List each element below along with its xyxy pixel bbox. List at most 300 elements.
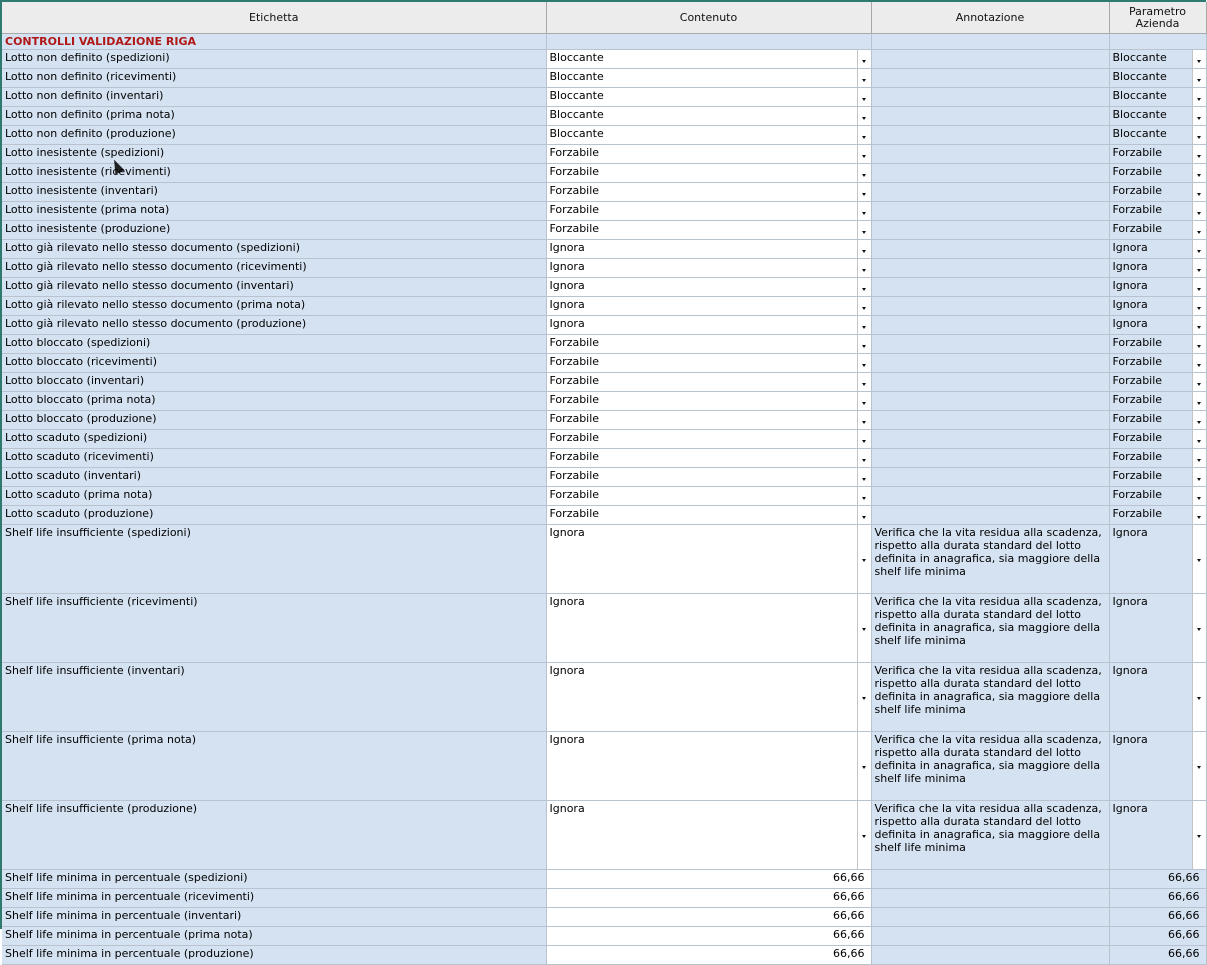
dropdown-arrow-icon[interactable]: [857, 50, 871, 68]
content-select[interactable]: [546, 468, 871, 487]
row-label: Lotto già rilevato nello stesso documento (prima nota): [2, 297, 546, 316]
company-param-select[interactable]: [1109, 506, 1206, 525]
dropdown-arrow-icon[interactable]: [1192, 801, 1206, 869]
content-value: Ignora: [549, 526, 585, 539]
company-param-select[interactable]: [1109, 202, 1206, 221]
row-label: Lotto inesistente (produzione): [2, 221, 546, 240]
section-title-cell: [2, 34, 546, 50]
company-param-select[interactable]: [1109, 525, 1206, 594]
content-value: 66,66: [833, 928, 865, 941]
company-param-value: Bloccante: [1112, 70, 1167, 83]
content-value: Ignora: [549, 279, 585, 292]
company-param-select[interactable]: [1109, 449, 1206, 468]
dropdown-arrow-icon[interactable]: [1192, 732, 1206, 800]
content-value: 66,66: [833, 947, 865, 960]
table-row[interactable]: [2, 145, 1206, 164]
table-row[interactable]: [2, 392, 1206, 411]
content-number-field[interactable]: [546, 946, 871, 965]
row-label: Lotto inesistente (spedizioni): [2, 145, 546, 164]
row-annotation: [871, 430, 1109, 449]
table-row[interactable]: [2, 594, 1206, 663]
content-value: Ignora: [549, 595, 585, 608]
dropdown-arrow-icon[interactable]: [1192, 430, 1206, 448]
company-param-select[interactable]: [1109, 594, 1206, 663]
row-label: Lotto inesistente (prima nota): [2, 202, 546, 221]
dropdown-arrow-icon[interactable]: [857, 164, 871, 182]
row-annotation: Verifica che la vita residua alla scadenza, rispetto alla durata standard del lotto definita in anagrafica, sia maggiore della shelf life minima: [871, 594, 1109, 663]
content-select[interactable]: [546, 487, 871, 506]
row-label: Lotto non definito (produzione): [2, 126, 546, 145]
company-param-select[interactable]: [1109, 278, 1206, 297]
row-annotation: [871, 908, 1109, 927]
content-value: Ignora: [549, 317, 585, 330]
company-param-select[interactable]: [1109, 354, 1206, 373]
row-label: Lotto già rilevato nello stesso documento (inventari): [2, 278, 546, 297]
content-number-field[interactable]: [546, 889, 871, 908]
table-row[interactable]: [2, 487, 1206, 506]
dropdown-arrow-icon[interactable]: [857, 240, 871, 258]
row-label: Lotto bloccato (prima nota): [2, 392, 546, 411]
table-row[interactable]: [2, 297, 1206, 316]
dropdown-arrow-icon[interactable]: [1192, 594, 1206, 662]
company-param-select[interactable]: [1109, 316, 1206, 335]
dropdown-arrow-icon[interactable]: [857, 126, 871, 144]
company-param-value: Forzabile: [1112, 431, 1163, 444]
section-row: [2, 34, 1206, 50]
table-row[interactable]: [2, 870, 1206, 889]
content-select[interactable]: [546, 373, 871, 392]
company-param-select[interactable]: [1109, 240, 1206, 259]
row-annotation: [871, 449, 1109, 468]
company-param-value: Forzabile: [1112, 165, 1163, 178]
company-param-select[interactable]: [1109, 88, 1206, 107]
dropdown-arrow-icon[interactable]: [857, 183, 871, 201]
content-value: Ignora: [549, 802, 585, 815]
company-param-select[interactable]: [1109, 259, 1206, 278]
company-param-select[interactable]: [1109, 50, 1206, 69]
dropdown-arrow-icon[interactable]: [1192, 335, 1206, 353]
row-annotation: [871, 468, 1109, 487]
dropdown-arrow-icon[interactable]: [1192, 449, 1206, 467]
header-etichetta[interactable]: Etichetta: [2, 2, 546, 34]
row-annotation: Verifica che la vita residua alla scadenza, rispetto alla durata standard del lotto definita in anagrafica, sia maggiore della shelf life minima: [871, 525, 1109, 594]
dropdown-arrow-icon[interactable]: [857, 88, 871, 106]
company-param-value: Ignora: [1112, 664, 1148, 677]
table-row[interactable]: [2, 354, 1206, 373]
content-value: Bloccante: [549, 127, 604, 140]
content-value: Ignora: [549, 298, 585, 311]
content-select[interactable]: [546, 50, 871, 69]
row-label: Lotto scaduto (spedizioni): [2, 430, 546, 449]
table-row[interactable]: [2, 278, 1206, 297]
dropdown-arrow-icon[interactable]: [1192, 373, 1206, 391]
company-param-value: 66,66: [1168, 871, 1200, 884]
content-select[interactable]: [546, 354, 871, 373]
content-select[interactable]: [546, 594, 871, 663]
dropdown-arrow-icon[interactable]: [1192, 506, 1206, 524]
content-value: 66,66: [833, 890, 865, 903]
section-title: CONTROLLI VALIDAZIONE RIGA: [5, 35, 196, 48]
company-param-number: [1109, 927, 1206, 946]
table-row[interactable]: [2, 259, 1206, 278]
dropdown-arrow-icon[interactable]: [857, 594, 871, 662]
content-value: Forzabile: [549, 222, 600, 235]
company-param-select[interactable]: [1109, 221, 1206, 240]
dropdown-arrow-icon[interactable]: [857, 392, 871, 410]
company-param-number: [1109, 946, 1206, 965]
dropdown-arrow-icon[interactable]: [1192, 487, 1206, 505]
dropdown-arrow-icon[interactable]: [857, 107, 871, 125]
company-param-value: Bloccante: [1112, 127, 1167, 140]
content-select[interactable]: [546, 259, 871, 278]
row-label: Lotto già rilevato nello stesso documento (ricevimenti): [2, 259, 546, 278]
dropdown-arrow-icon[interactable]: [857, 801, 871, 869]
content-select[interactable]: [546, 126, 871, 145]
dropdown-arrow-icon[interactable]: [1192, 202, 1206, 220]
section-blank-cell: [871, 34, 1109, 50]
header-contenuto[interactable]: Contenuto: [546, 2, 871, 34]
content-select[interactable]: [546, 335, 871, 354]
dropdown-arrow-icon[interactable]: [1192, 107, 1206, 125]
dropdown-arrow-icon[interactable]: [857, 221, 871, 239]
row-annotation: [871, 50, 1109, 69]
table-row[interactable]: [2, 240, 1206, 259]
dropdown-arrow-icon[interactable]: [1192, 221, 1206, 239]
row-label: Shelf life insufficiente (spedizioni): [2, 525, 546, 594]
company-param-value: Ignora: [1112, 298, 1148, 311]
company-param-select[interactable]: [1109, 663, 1206, 732]
dropdown-arrow-icon[interactable]: [1192, 183, 1206, 201]
row-label: Lotto scaduto (produzione): [2, 506, 546, 525]
table-row[interactable]: [2, 50, 1206, 69]
company-param-number: [1109, 870, 1206, 889]
row-label: Shelf life insufficiente (ricevimenti): [2, 594, 546, 663]
dropdown-arrow-icon[interactable]: [857, 430, 871, 448]
row-label: Shelf life minima in percentuale (prima nota): [2, 927, 546, 946]
content-select[interactable]: [546, 663, 871, 732]
company-param-select[interactable]: [1109, 373, 1206, 392]
company-param-value: Forzabile: [1112, 336, 1163, 349]
dropdown-arrow-icon[interactable]: [857, 468, 871, 486]
content-value: Bloccante: [549, 108, 604, 121]
content-number-field[interactable]: [546, 927, 871, 946]
dropdown-arrow-icon[interactable]: [857, 411, 871, 429]
table-row[interactable]: [2, 221, 1206, 240]
company-param-value: Ignora: [1112, 526, 1148, 539]
dropdown-arrow-icon[interactable]: [857, 316, 871, 334]
row-annotation: [871, 316, 1109, 335]
dropdown-arrow-icon[interactable]: [857, 297, 871, 315]
content-value: Ignora: [549, 733, 585, 746]
content-select[interactable]: [546, 430, 871, 449]
company-param-value: Forzabile: [1112, 469, 1163, 482]
table-row[interactable]: [2, 335, 1206, 354]
table-row[interactable]: [2, 506, 1206, 525]
content-value: Forzabile: [549, 412, 600, 425]
content-select[interactable]: [546, 240, 871, 259]
row-annotation: [871, 392, 1109, 411]
content-value: Forzabile: [549, 355, 600, 368]
content-select[interactable]: [546, 69, 871, 88]
content-value: Bloccante: [549, 89, 604, 102]
company-param-value: Forzabile: [1112, 222, 1163, 235]
company-param-select[interactable]: [1109, 297, 1206, 316]
content-value: Forzabile: [549, 203, 600, 216]
dropdown-arrow-icon[interactable]: [1192, 88, 1206, 106]
row-annotation: [871, 88, 1109, 107]
row-annotation: [871, 145, 1109, 164]
row-label: Lotto bloccato (ricevimenti): [2, 354, 546, 373]
section-blank-cell: [1109, 34, 1206, 50]
row-label: Lotto non definito (ricevimenti): [2, 69, 546, 88]
dropdown-arrow-icon[interactable]: [1192, 316, 1206, 334]
row-label: Lotto scaduto (ricevimenti): [2, 449, 546, 468]
company-param-select[interactable]: [1109, 487, 1206, 506]
company-param-number: [1109, 889, 1206, 908]
row-annotation: [871, 870, 1109, 889]
company-param-value: Ignora: [1112, 317, 1148, 330]
company-param-select[interactable]: [1109, 107, 1206, 126]
company-param-select[interactable]: [1109, 145, 1206, 164]
content-value: 66,66: [833, 909, 865, 922]
company-param-value: Ignora: [1112, 279, 1148, 292]
row-annotation: [871, 183, 1109, 202]
row-annotation: [871, 164, 1109, 183]
content-value: 66,66: [833, 871, 865, 884]
table-row[interactable]: [2, 107, 1206, 126]
row-annotation: [871, 69, 1109, 88]
company-param-select[interactable]: [1109, 164, 1206, 183]
content-select[interactable]: [546, 411, 871, 430]
content-number-field[interactable]: [546, 908, 871, 927]
row-label: Shelf life insufficiente (prima nota): [2, 732, 546, 801]
dropdown-arrow-icon[interactable]: [857, 506, 871, 524]
table-row[interactable]: [2, 88, 1206, 107]
company-param-select[interactable]: [1109, 732, 1206, 801]
row-annotation: [871, 240, 1109, 259]
row-label: Lotto inesistente (ricevimenti): [2, 164, 546, 183]
table-row[interactable]: [2, 373, 1206, 392]
content-select[interactable]: [546, 164, 871, 183]
content-select[interactable]: [546, 316, 871, 335]
table-row[interactable]: [2, 69, 1206, 88]
dropdown-arrow-icon[interactable]: [1192, 278, 1206, 296]
company-param-number: [1109, 908, 1206, 927]
row-label: Lotto già rilevato nello stesso documento (spedizioni): [2, 240, 546, 259]
content-select[interactable]: [546, 278, 871, 297]
table-row[interactable]: [2, 889, 1206, 908]
content-value: Bloccante: [549, 51, 604, 64]
table-row[interactable]: [2, 411, 1206, 430]
company-param-value: 66,66: [1168, 909, 1200, 922]
dropdown-arrow-icon[interactable]: [1192, 145, 1206, 163]
row-label: Lotto non definito (prima nota): [2, 107, 546, 126]
company-param-value: Ignora: [1112, 595, 1148, 608]
content-value: Forzabile: [549, 336, 600, 349]
content-select[interactable]: [546, 506, 871, 525]
table-row[interactable]: [2, 525, 1206, 594]
dropdown-arrow-icon[interactable]: [857, 732, 871, 800]
row-annotation: [871, 335, 1109, 354]
content-select[interactable]: [546, 107, 871, 126]
dropdown-arrow-icon[interactable]: [857, 335, 871, 353]
row-label: Shelf life minima in percentuale (ricevimenti): [2, 889, 546, 908]
company-param-select[interactable]: [1109, 801, 1206, 870]
content-select[interactable]: [546, 202, 871, 221]
company-param-select[interactable]: [1109, 335, 1206, 354]
company-param-value: Forzabile: [1112, 488, 1163, 501]
content-select[interactable]: [546, 525, 871, 594]
row-annotation: Verifica che la vita residua alla scadenza, rispetto alla durata standard del lotto definita in anagrafica, sia maggiore della shelf life minima: [871, 801, 1109, 870]
company-param-value: Ignora: [1112, 802, 1148, 815]
row-label: Lotto non definito (inventari): [2, 88, 546, 107]
content-select[interactable]: [546, 145, 871, 164]
company-param-value: Bloccante: [1112, 108, 1167, 121]
company-param-select[interactable]: [1109, 183, 1206, 202]
content-value: Forzabile: [549, 165, 600, 178]
table-row[interactable]: [2, 430, 1206, 449]
dropdown-arrow-icon[interactable]: [1192, 240, 1206, 258]
dropdown-arrow-icon[interactable]: [857, 525, 871, 593]
dropdown-arrow-icon[interactable]: [1192, 468, 1206, 486]
company-param-select[interactable]: [1109, 392, 1206, 411]
content-value: Forzabile: [549, 146, 600, 159]
table-row[interactable]: [2, 164, 1206, 183]
dropdown-arrow-icon[interactable]: [857, 69, 871, 87]
row-label: Lotto bloccato (produzione): [2, 411, 546, 430]
dropdown-arrow-icon[interactable]: [857, 278, 871, 296]
table-row[interactable]: [2, 801, 1206, 870]
company-param-value: Ignora: [1112, 733, 1148, 746]
company-param-value: Forzabile: [1112, 393, 1163, 406]
row-annotation: [871, 354, 1109, 373]
table-row[interactable]: [2, 927, 1206, 946]
row-label: Shelf life minima in percentuale (spedizioni): [2, 870, 546, 889]
content-select[interactable]: [546, 449, 871, 468]
content-select[interactable]: [546, 297, 871, 316]
row-annotation: [871, 373, 1109, 392]
table-row[interactable]: [2, 183, 1206, 202]
row-label: Lotto bloccato (spedizioni): [2, 335, 546, 354]
header-annotazione[interactable]: Annotazione: [871, 2, 1109, 34]
dropdown-arrow-icon[interactable]: [857, 373, 871, 391]
row-label: Shelf life minima in percentuale (produzione): [2, 946, 546, 965]
company-param-value: Forzabile: [1112, 412, 1163, 425]
dropdown-arrow-icon[interactable]: [857, 354, 871, 372]
dropdown-arrow-icon[interactable]: [1192, 663, 1206, 731]
company-param-select[interactable]: [1109, 69, 1206, 88]
content-value: Forzabile: [549, 184, 600, 197]
dropdown-arrow-icon[interactable]: [1192, 354, 1206, 372]
content-value: Forzabile: [549, 507, 600, 520]
dropdown-arrow-icon[interactable]: [1192, 411, 1206, 429]
dropdown-arrow-icon[interactable]: [857, 487, 871, 505]
dropdown-arrow-icon[interactable]: [1192, 525, 1206, 593]
company-param-value: Bloccante: [1112, 51, 1167, 64]
table-row[interactable]: [2, 316, 1206, 335]
table-row[interactable]: [2, 663, 1206, 732]
content-value: Forzabile: [549, 488, 600, 501]
company-param-select[interactable]: [1109, 468, 1206, 487]
dropdown-arrow-icon[interactable]: [1192, 259, 1206, 277]
row-label: Lotto già rilevato nello stesso documento (produzione): [2, 316, 546, 335]
row-annotation: [871, 411, 1109, 430]
row-annotation: [871, 946, 1109, 965]
content-select[interactable]: [546, 732, 871, 801]
dropdown-arrow-icon[interactable]: [857, 259, 871, 277]
row-annotation: [871, 202, 1109, 221]
dropdown-arrow-icon[interactable]: [857, 663, 871, 731]
dropdown-arrow-icon[interactable]: [1192, 164, 1206, 182]
content-select[interactable]: [546, 88, 871, 107]
row-label: Lotto non definito (spedizioni): [2, 50, 546, 69]
table-row[interactable]: [2, 732, 1206, 801]
dropdown-arrow-icon[interactable]: [1192, 392, 1206, 410]
row-label: Shelf life insufficiente (inventari): [2, 663, 546, 732]
content-number-field[interactable]: [546, 870, 871, 889]
content-value: Ignora: [549, 664, 585, 677]
dropdown-arrow-icon[interactable]: [857, 202, 871, 220]
table-row[interactable]: [2, 468, 1206, 487]
company-param-value: Ignora: [1112, 241, 1148, 254]
table-row[interactable]: [2, 449, 1206, 468]
company-param-select[interactable]: [1109, 126, 1206, 145]
dropdown-arrow-icon[interactable]: [857, 449, 871, 467]
row-label: Shelf life minima in percentuale (inventari): [2, 908, 546, 927]
company-param-select[interactable]: [1109, 411, 1206, 430]
content-value: Forzabile: [549, 393, 600, 406]
content-select[interactable]: [546, 183, 871, 202]
row-annotation: [871, 889, 1109, 908]
section-blank-cell: [546, 34, 871, 50]
settings-grid: [2, 2, 1207, 965]
table-row[interactable]: [2, 202, 1206, 221]
dropdown-arrow-icon[interactable]: [1192, 297, 1206, 315]
table-row[interactable]: [2, 946, 1206, 965]
row-annotation: [871, 221, 1109, 240]
row-label: Lotto scaduto (inventari): [2, 468, 546, 487]
header-parametro-azienda-label: Parametro Azienda: [1129, 4, 1186, 30]
content-value: Ignora: [549, 260, 585, 273]
company-param-value: Forzabile: [1112, 507, 1163, 520]
content-value: Ignora: [549, 241, 585, 254]
row-annotation: Verifica che la vita residua alla scadenza, rispetto alla durata standard del lotto definita in anagrafica, sia maggiore della shelf life minima: [871, 732, 1109, 801]
company-param-value: Forzabile: [1112, 184, 1163, 197]
row-label: Lotto bloccato (inventari): [2, 373, 546, 392]
row-label: Lotto inesistente (inventari): [2, 183, 546, 202]
dropdown-arrow-icon[interactable]: [1192, 126, 1206, 144]
dropdown-arrow-icon[interactable]: [857, 145, 871, 163]
content-value: Forzabile: [549, 450, 600, 463]
content-select[interactable]: [546, 221, 871, 240]
dropdown-arrow-icon[interactable]: [1192, 50, 1206, 68]
company-param-value: Ignora: [1112, 260, 1148, 273]
row-annotation: [871, 927, 1109, 946]
company-param-value: 66,66: [1168, 947, 1200, 960]
content-value: Forzabile: [549, 374, 600, 387]
company-param-value: 66,66: [1168, 890, 1200, 903]
row-annotation: Verifica che la vita residua alla scadenza, rispetto alla durata standard del lotto definita in anagrafica, sia maggiore della shelf life minima: [871, 663, 1109, 732]
header-parametro-azienda[interactable]: [1109, 2, 1206, 34]
company-param-select[interactable]: [1109, 430, 1206, 449]
row-annotation: [871, 487, 1109, 506]
company-param-value: 66,66: [1168, 928, 1200, 941]
content-select[interactable]: [546, 392, 871, 411]
table-row[interactable]: [2, 126, 1206, 145]
table-row[interactable]: [2, 908, 1206, 927]
dropdown-arrow-icon[interactable]: [1192, 69, 1206, 87]
content-select[interactable]: [546, 801, 871, 870]
